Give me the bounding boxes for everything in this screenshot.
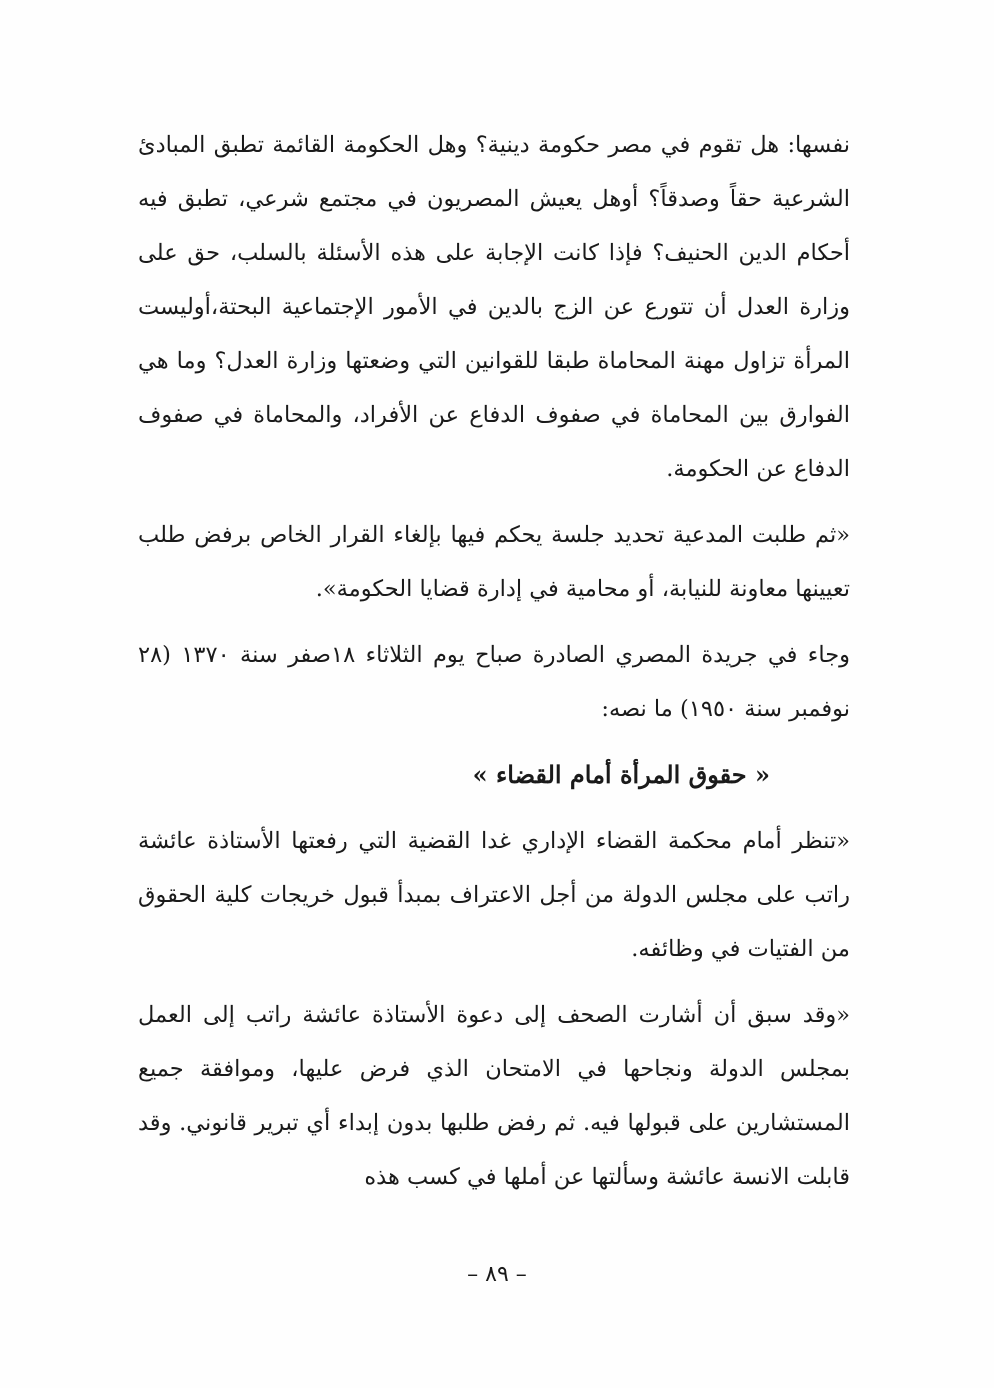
- page-number: – ٨٩ –: [467, 1262, 527, 1287]
- section-heading: « حقوق المرأة أمام القضاء »: [472, 760, 770, 789]
- paragraph-1: نفسها: هل تقوم في مصر حكومة دينية؟ وهل الحكومة القائمة تطبق المبادئ الشرعية حقاً وصدقاً؟ أوهل يعيش المصريون في مجتمع شرعي، تطبق فيه أحكام الدين الحنيف؟ فإذا كانت الإجابة على هذه الأسئلة بالسلب، حق على وزارة العدل أن تتورع عن الزج بالدين في الأمور الإجتماعية البحتة،أوليست المرأة تزاول مهنة المحاماة طبقا للقوانين التي وضعتها وزارة العدل؟ وما هي الفوارق بين المحاماة في صفوف الدفاع عن الأفراد، والمحاماة في صفوف الدفاع عن الحكومة.: [138, 132, 850, 482]
- paragraph-3: وجاء في جريدة المصري الصادرة صباح يوم الثلاثاء ١٨صفر سنة ١٣٧٠ (٢٨ نوفمبر سنة ١٩٥٠) ما نصه:: [138, 642, 850, 722]
- paragraph-2: «ثم طلبت المدعية تحديد جلسة يحكم فيها بإلغاء القرار الخاص برفض طلب تعيينها معاونة للنيابة، أو محامية في إدارة قضايا الحكومة».: [138, 522, 850, 602]
- paragraph-5: «وقد سبق أن أشارت الصحف إلى دعوة الأستاذة عائشة راتب إلى العمل بمجلس الدولة ونجاحها في الامتحان الذي فرض عليها، وموافقة جميع المستشارين على قبولها فيه. ثم رفض طلبها بدون إبداء أي تبرير قانوني. وقد قابلت الانسة عائشة وسألتها عن أملها في كسب هذه: [138, 1002, 850, 1190]
- paragraph-4: «تنظر أمام محكمة القضاء الإداري غدا القضية التي رفعتها الأستاذة عائشة راتب على مجلس الدولة من أجل الاعتراف بمبدأ قبول خريجات كلية الحقوق من الفتيات في وظائفه.: [138, 828, 850, 962]
- body-text: [138, 118, 850, 1204]
